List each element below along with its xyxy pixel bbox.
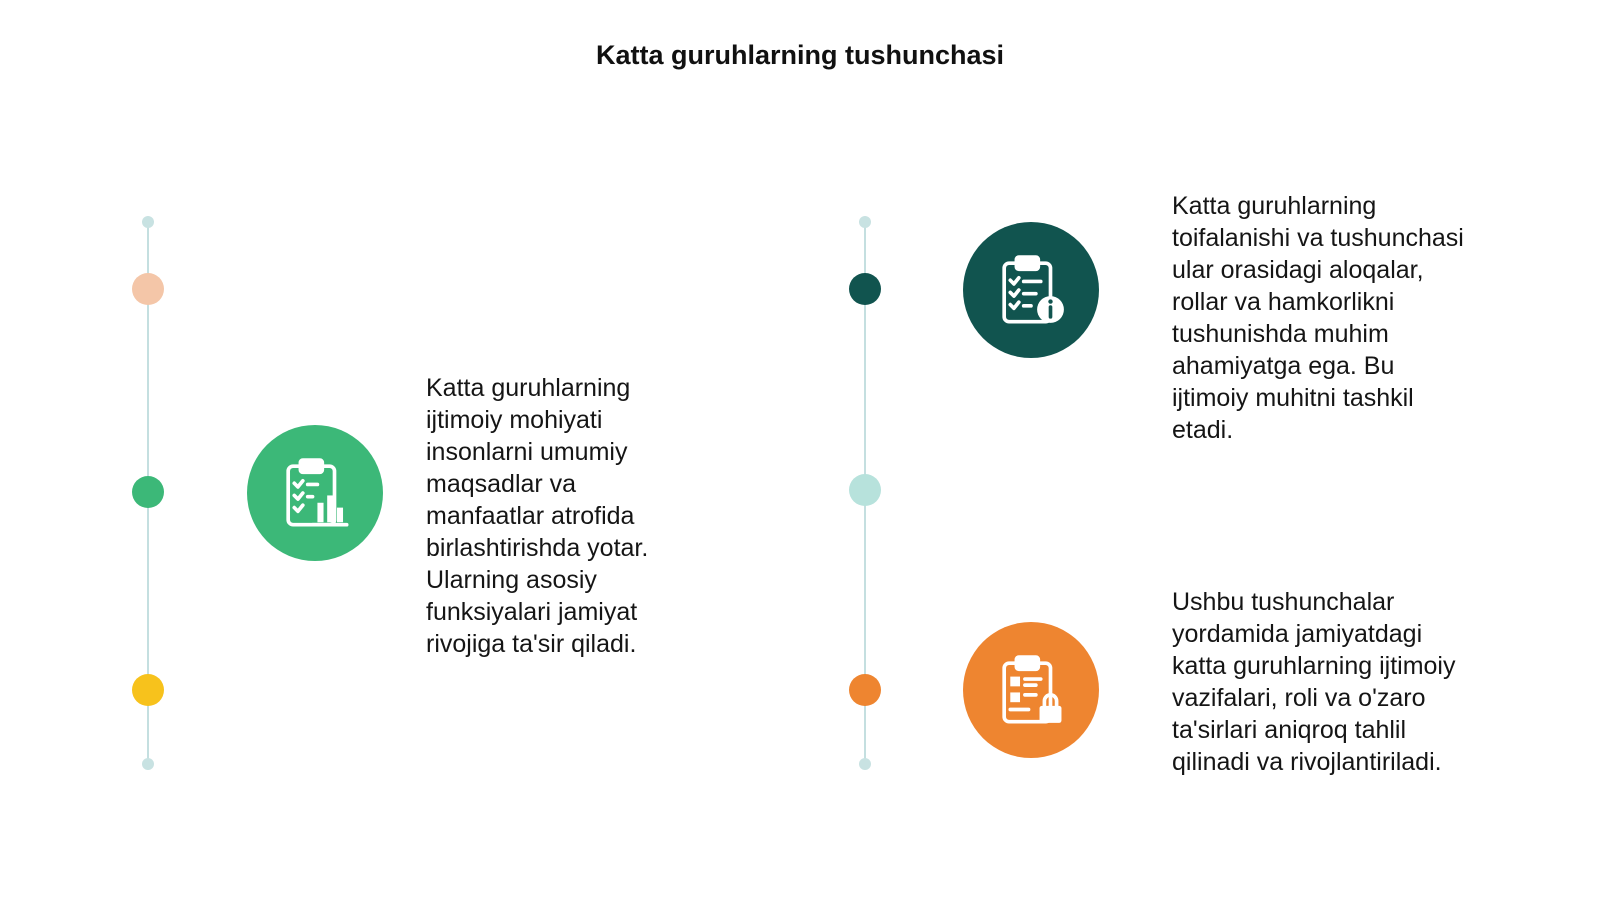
right-timeline-node-orange: [849, 674, 881, 706]
left-timeline-end-dot: [142, 758, 154, 770]
block-2-badge: [963, 222, 1099, 358]
left-timeline-node-yellow: [132, 674, 164, 706]
block-3-text: Ushbu tushunchalar yordamida jamiyatdagi katta guruhlarning ijtimoiy vazifalari, roli va o'zaro ta'sirlari aniqroq tahlil qilinadi va rivojlantiriladi.: [1172, 588, 1456, 776]
page-title: Katta guruhlarning tushunchasi: [595, 40, 1005, 70]
block-1-badge: [247, 425, 383, 561]
clipboard-info-icon: [992, 251, 1070, 329]
right-timeline-node-dark-teal: [849, 273, 881, 305]
block-2-text: Katta guruhlarning toifalanishi va tushunchasi ular orasidagi aloqalar, rollar va hamkorlikni tushunishda muhim ahamiyatga ega. Bu ijtimoiy muhitni tashkil etadi.: [1172, 192, 1464, 444]
right-timeline-start-dot: [859, 216, 871, 228]
right-timeline-end-dot: [859, 758, 871, 770]
block-1-text: Katta guruhlarning ijtimoiy mohiyati insonlarni umumiy maqsadlar va manfaatlar atrofida birlashtirishda yotar. Ularning asosiy funksiyalari jamiyat rivojiga ta'sir qiladi.: [426, 374, 649, 658]
left-timeline-node-green: [132, 476, 164, 508]
left-timeline-node-peach: [132, 273, 164, 305]
left-timeline-start-dot: [142, 216, 154, 228]
clipboard-chart-icon: [276, 454, 354, 532]
clipboard-lock-icon: [992, 651, 1070, 729]
right-timeline-node-mint: [849, 474, 881, 506]
block-3-badge: [963, 622, 1099, 758]
